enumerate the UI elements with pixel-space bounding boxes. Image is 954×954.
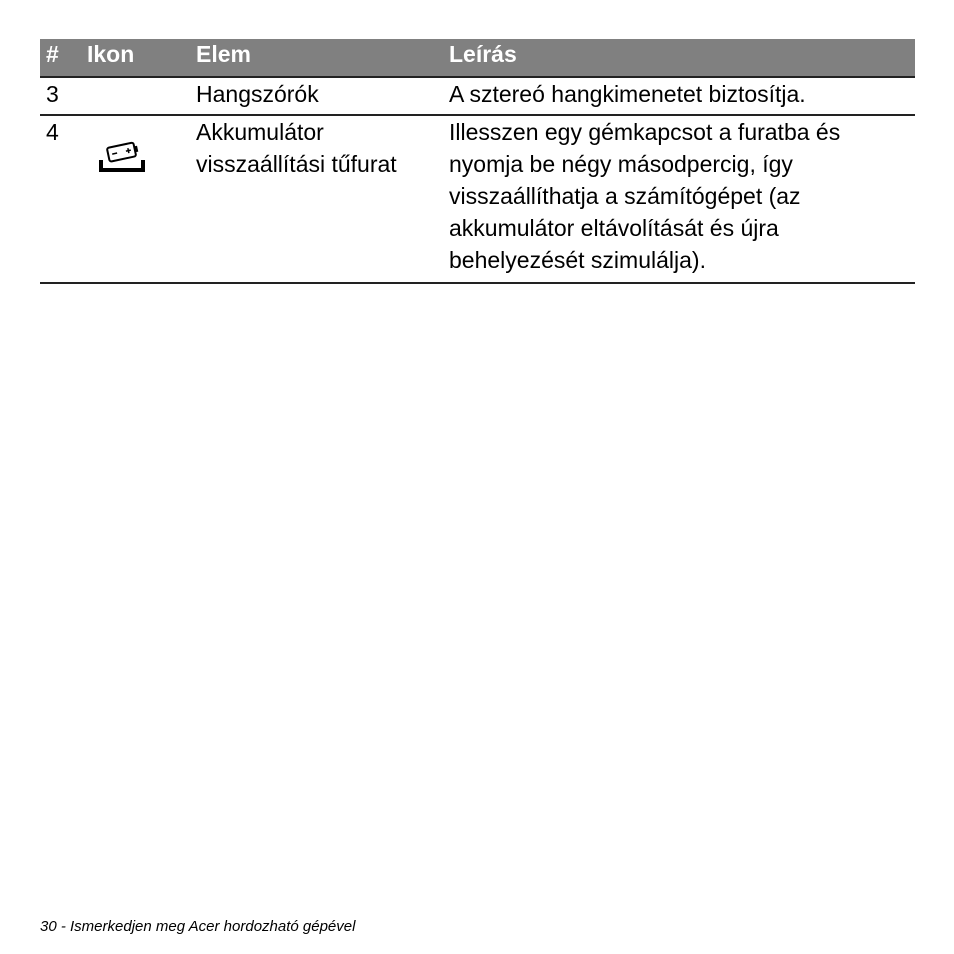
table-row [40, 78, 915, 116]
header-elem: Elem [196, 41, 251, 67]
battery-reset-icon [98, 140, 146, 174]
header-icon: Ikon [87, 41, 135, 67]
row-desc: A sztereó hangkimenetet biztosítja. [449, 81, 806, 107]
row-elem-line: Akkumulátor [196, 119, 324, 145]
row-desc-line: nyomja be négy másodpercig, így [449, 151, 793, 177]
header-num: # [46, 41, 59, 67]
row-num: 4 [46, 119, 59, 145]
row-elem: Hangszórók [196, 81, 319, 107]
page-footer: 30 - Ismerkedjen meg Acer hordozható gépével [40, 918, 356, 935]
row-desc-line: Illesszen egy gémkapcsot a furatba és [449, 119, 841, 145]
table-header [40, 39, 915, 78]
header-desc: Leírás [449, 41, 517, 67]
row-desc-line: visszaállíthatja a számítógépet (az [449, 183, 801, 209]
row-desc-line: akkumulátor eltávolítását és újra [449, 215, 779, 241]
component-table [40, 39, 915, 284]
row-desc-line: behelyezését szimulálja). [449, 247, 706, 273]
row-num: 3 [46, 81, 59, 107]
row-elem-line: visszaállítási tűfurat [196, 151, 397, 177]
table-row [40, 116, 915, 284]
